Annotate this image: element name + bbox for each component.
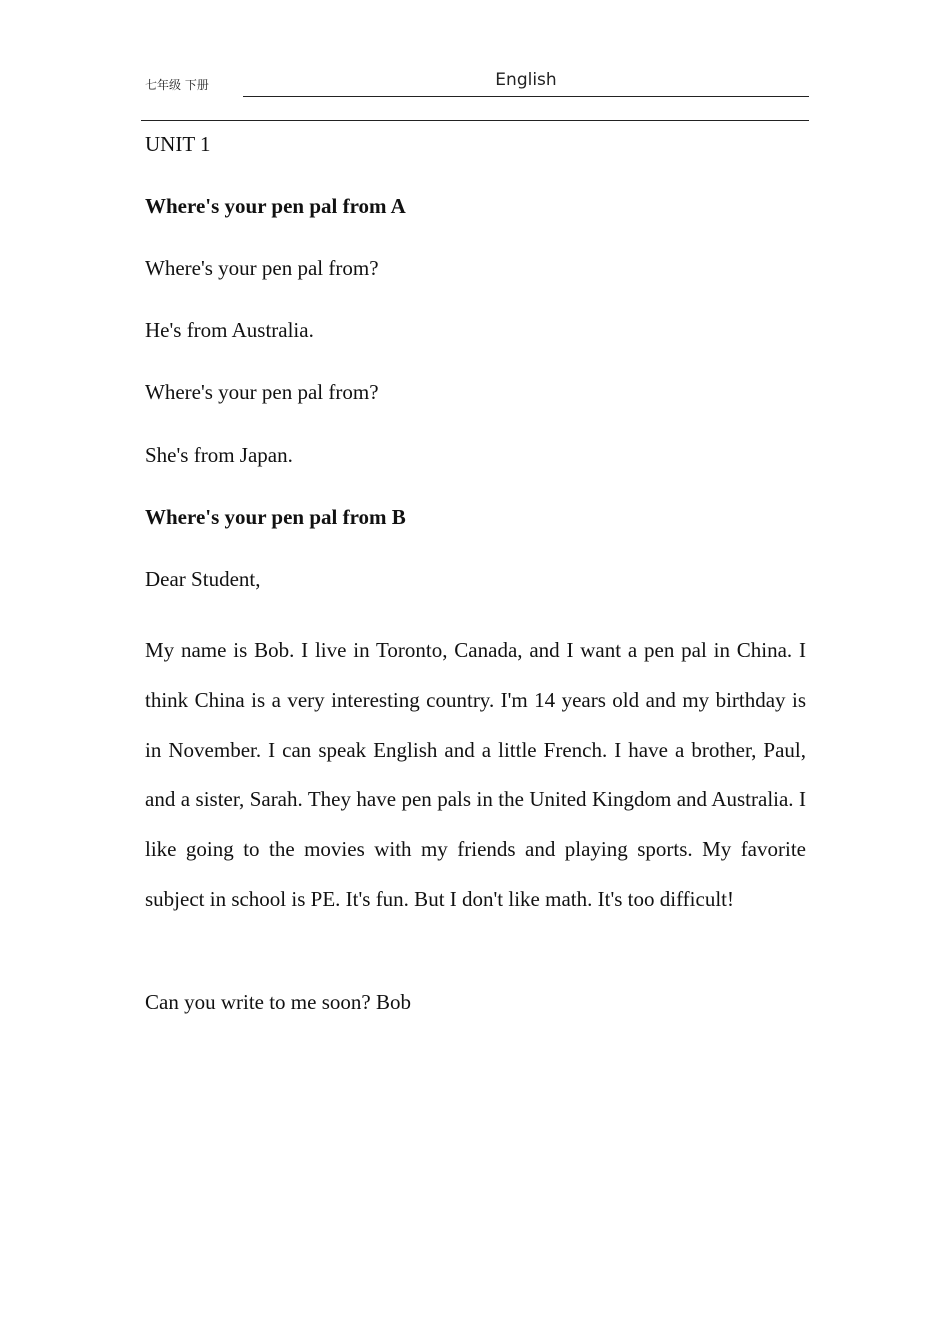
dialog-line: Where's your pen pal from? bbox=[145, 380, 379, 404]
letter-body: My name is Bob. I live in Toronto, Canada, and I want a pen pal in China. I think China is a very interesting country. I'm 14 years old and my birthday is in November. I can speak English and a little French. I have a brother, Paul, and a sister, Sarah. They have pen pals in the United Kingdom and Australia. I like going to the movies with my friends and playing sports. My favorite subject in school is PE. It's fun. But I don't like math. It's too difficult! bbox=[145, 638, 806, 911]
letter-closing: Can you write to me soon? Bob bbox=[145, 990, 411, 1014]
dialog-line: She's from Japan. bbox=[145, 443, 293, 467]
subject-label: English bbox=[495, 70, 557, 90]
header-divider-lower bbox=[141, 120, 809, 121]
grade-label: 七年级 下册 bbox=[145, 78, 209, 92]
unit-heading: UNIT 1 bbox=[145, 132, 211, 156]
letter-greeting: Dear Student, bbox=[145, 567, 261, 591]
dialog-line: Where's your pen pal from? bbox=[145, 256, 379, 280]
section-a-title: Where's your pen pal from A bbox=[145, 194, 406, 218]
section-b-title: Where's your pen pal from B bbox=[145, 505, 406, 529]
header-divider bbox=[243, 96, 809, 97]
dialog-line: He's from Australia. bbox=[145, 318, 314, 342]
